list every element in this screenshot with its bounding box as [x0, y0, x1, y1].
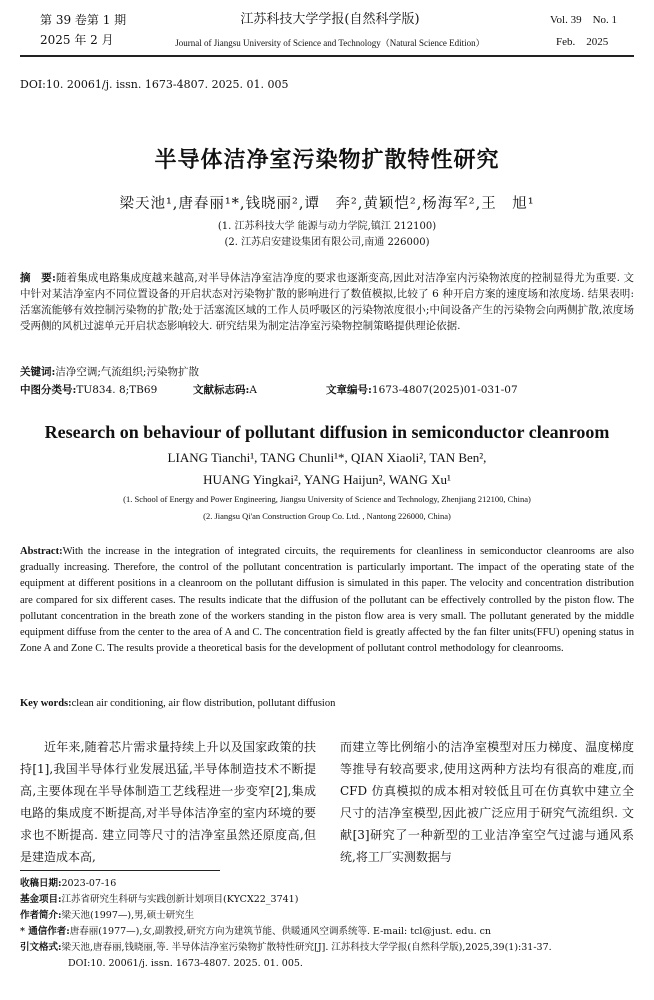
article-number [326, 382, 518, 398]
keywords-en [20, 696, 634, 712]
footnote-rule [20, 870, 220, 871]
affiliation-cn-1: (1. 江苏科技大学 能源与动力学院,镇江 212100) [217, 221, 437, 232]
title-cn: 半导体洁净室污染物扩散特性研究 [154, 147, 500, 173]
date-en: Feb. 2025 [556, 36, 609, 48]
abstract-cn-label: 摘 要: [20, 272, 56, 284]
journal-title-cn: 江苏科技大学学报(自然科学版) [240, 12, 420, 27]
keywords-en-text: clean air conditioning, air flow distribution, pollutant diffusion [71, 698, 336, 709]
authors-en-line-1: LIANG Tianchi¹, TANG Chunli¹*, QIAN Xiaoli², TAN Ben², [167, 450, 487, 465]
date-cn: 2025 年 2 月 [40, 33, 114, 47]
authors-en-line-2: HUANG Yingkai², YANG Haijun², WANG Xu¹ [203, 472, 451, 487]
keywords-en-label: Key words: [20, 698, 72, 709]
document-code [193, 382, 257, 398]
body-column-left: 近年来,随着芯片需求量持续上升以及国家政策的扶持[1],我国半导体行业发展迅猛,半导体制造技术不断提高,主要体现在半导体制造工艺线程进一步变窄[2],集成电路的集成度不断提高,对半导体洁净室的室内环境的要求也不断提高. 建立同等尺寸的洁净室虽然还原度高,但是建造成本高, [20, 740, 316, 864]
class-no-label: 中图分类号: [20, 384, 77, 396]
journal-title-en: Journal of Jiangsu University of Science and Technology（Natural Science Edition） [175, 38, 485, 48]
keywords-cn-text: 洁净空调;气流组织;污染物扩散 [55, 366, 199, 378]
class-no: TU834. 8;TB69 [76, 384, 158, 396]
affiliation-en-1: (1. School of Energy and Power Engineering, Jiangsu University of Science and Technology, Zhenjiang 212100, China) [123, 494, 531, 504]
article-no: 1673-4807(2025)01-031-07 [371, 384, 518, 396]
doc-code: A [249, 384, 257, 396]
fund-project: 基金项目:江苏省研究生科研与实践创新计划项目(KYCX22_3741) [20, 894, 299, 905]
volume-issue-cn: 第 39 卷第 1 期 [40, 13, 127, 27]
affiliation-cn-2: (2. 江苏启安建设集团有限公司,南通 226000) [224, 237, 430, 248]
footnotes [20, 876, 634, 972]
doc-code-label: 文献标志码: [193, 384, 250, 396]
article-no-label: 文章编号: [326, 384, 372, 396]
affiliation-en-2: (2. Jiangsu Qi'an Construction Group Co. Ltd. , Nantong 226000, China) [203, 511, 451, 521]
author-bio: 作者简介:梁天池(1997—),男,硕士研究生 [20, 910, 195, 921]
body-column-right: 而建立等比例缩小的洁净室模型对压力梯度、温度梯度等推导有较高要求,使用这两种方法均有很高的难度,而 CFD 仿真模拟的成本相对较低且可在仿真软中建立全尺寸的洁净室模型,因此被广泛应用于研究气流组织. 文献[3]研究了一种新型的工业洁净室空气过滤与通风系统,将工厂实测数据与 [340, 740, 634, 864]
title-en: Research on behaviour of pollutant diffusion in semiconductor cleanroom [44, 422, 610, 442]
volume-issue-en: Vol. 39 No. 1 [550, 14, 618, 26]
abstract-en-label: Abstract: [20, 546, 63, 557]
authors-cn: 梁天池¹,唐春丽¹*,钱晓丽²,谭 奔²,黄颖恺²,杨海军²,王 旭¹ [119, 196, 535, 212]
keywords-cn [20, 364, 634, 380]
abstract-cn-text: 随着集成电路集成度越来越高,对半导体洁净室洁净度的要求也逐渐变高,因此对洁净室内污染物浓度的控制显得尤为重要. 文中针对某洁净室内不同位置设备的开启状态对污染物扩散的影响进行了数值模拟,比较了 6 种开启方案的速度场和浓度场. 结果表明:活塞流能够有效控制污染物的扩散;处于活塞流区域的工作人员呼吸区的污染物浓度很小;中间设备产生的污染物会向两侧扩散,浓度场受两侧的风机过滤单元开启状态影响较大. 研究结果为制定洁净室污染物控制策略提供理论依据. [20, 272, 634, 332]
header-rule [20, 55, 634, 57]
abstract-en-text: With the increase in the integration of integrated circuits, the requirements for cleanliness in semiconductor cleanrooms are also gradually increasing. Therefore, the control of the pollutant concentration is particularly important. The impact of the operating state of the equipment at different positions in a cleanroom on the pollutant diffusion is simulated in this paper. The velocity and concentration distribution are compared for six different cases. The results indicate that the diffusion of the pollutant can be effectively controlled by the piston flow. The pollutant concentration in the breath zone of the workers standing in the piston flow area is very small. The pollutant generated by the middle equipment diffuse from the center to the area of A and C. The concentration field is greatly affected by the fan filter units(FFU) opening status in Zone A and Zone C. The results provide a theoretical basis for the development of pollutant control methodology for cleanrooms. [20, 546, 634, 655]
citation-doi: DOI:10. 20061/j. issn. 1673-4807. 2025. 01. 005. [68, 958, 303, 969]
received-date: 收稿日期:2023-07-16 [20, 878, 117, 889]
doi: DOI:10. 20061/j. issn. 1673-4807. 2025. 01. 005 [20, 78, 289, 91]
abstract-en [20, 544, 634, 657]
keywords-cn-label: 关键词: [20, 366, 56, 378]
citation-format: 引文格式:梁天池,唐春丽,钱晓丽,等. 半导体洁净室污染物扩散特性研究[J]. 江苏科技大学学报(自然科学版),2025,39(1):31-37. [20, 942, 552, 953]
abstract-cn [20, 270, 634, 334]
corresponding-author: * 通信作者:唐春丽(1977—),女,副教授,研究方向为建筑节能、供暖通风空调系统等. E-mail: tcl@just. edu. cn [20, 926, 492, 937]
classification [20, 382, 157, 398]
